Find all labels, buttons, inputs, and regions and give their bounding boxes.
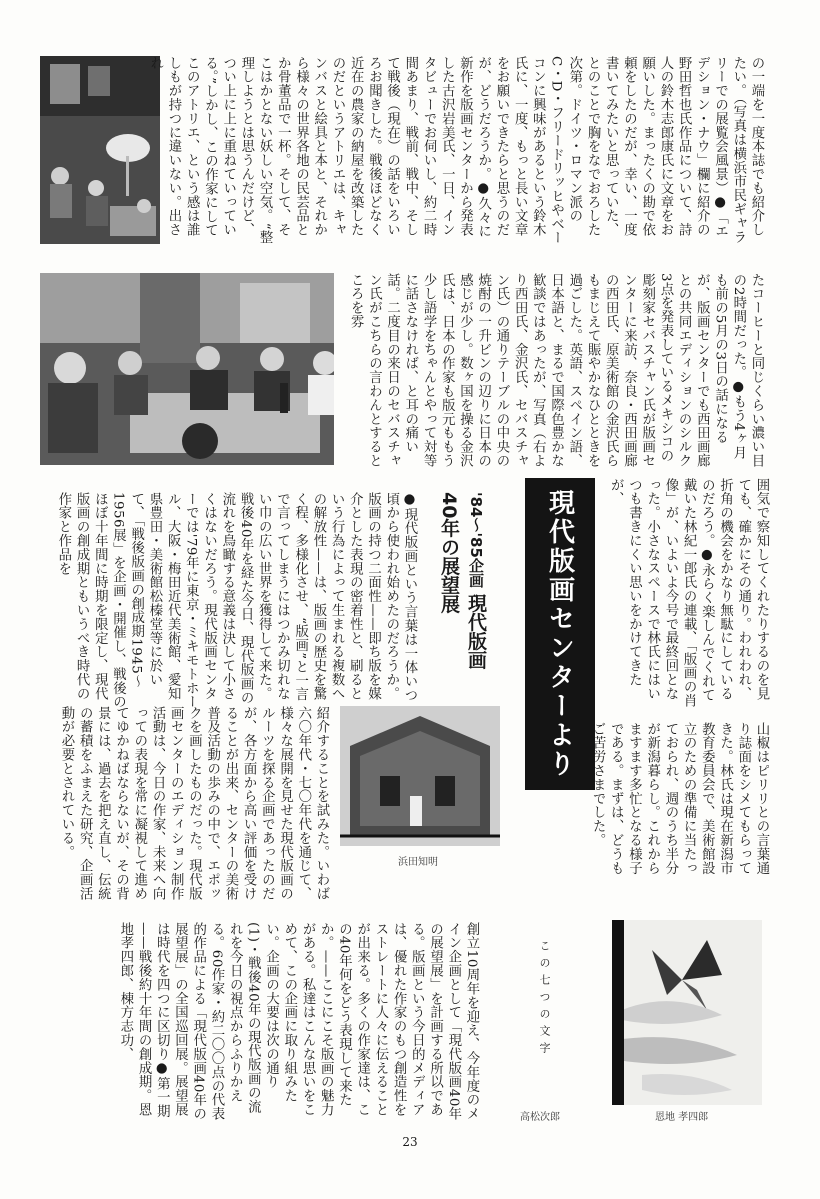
poster-takamatsu <box>488 920 608 1105</box>
section-heading: 現代版画センターより <box>544 489 575 779</box>
subheading-period: '84～'85企画 <box>467 492 485 588</box>
meeting-photo <box>40 273 334 465</box>
article-bottom: 創立10周年を迎え、今年度のメイン企画として「現代版画40年の展望展」を計画する所以である。版画という今日的メディアは、優れた作家のもつ創造性をストレートに人々に伝えることが出来る。多くの作家達は、この40年何をどう表現して来たか。——ここにこそ版画の魅力がある。私達はこんな思いをこめて、この企画に取り組みたい。企画の大要は次の通り(1)・戦後40年の現代版画の流れを今日の視点からふりかえる。60作家・約二〇〇点の代表的作品による「現代版画40年の展望展」の全国巡回展。展望展は時代を四つに区切り●第一期——戦後約十年間の創成期。恩地孝四郎、棟方志功、 <box>117 922 479 1121</box>
woodcut-print <box>340 706 500 846</box>
article-center-right: 山椒はピリリとの言葉通り誌面をシメてもらってきた。林氏は現在新潟市教育委員会で、美術館設立のための準備に当たっておられ、週のうち半分が新潟暮らし。これからますます多忙となる様子である。まずは、どうもご苦労さまでした。 <box>590 722 769 875</box>
article-center-lower: 紹介することを試みた。いわば六〇年代・七〇年代を通じて、様々な展開を見せた現代版画のルーツを探る企画であったのだが、各方面から高い評価を受けることが出来、センターの美術普及活動の歩みの中で、エポックを画したものだった。現代版画センターのエディション制作活動は、今日の作家、未来へ向っての表現を常に凝視して進めてゆかねばならないが、その背景には、過去を把え直し、伝統の蓄積をふまえた研究、企画活動が必要とされている。 <box>58 706 329 901</box>
poster-left-caption: 高松次郎 <box>520 1112 560 1123</box>
poster-onchi <box>612 920 762 1105</box>
article-center-top: 囲気で察知してくれたりするのを見ても、確かにその通り。われわれ、折角の機会をかなり無駄にしているのだろう。●永らく楽しんでくれて戴いた林紀一郎氏の連載、「版画の肖像」が、いよいよ今号で最終回となった。小さなスペースで林氏にはいつも書きにくい思いをかけてきたが、 <box>608 478 769 708</box>
page-number: 23 <box>402 1135 418 1149</box>
section-heading-banner <box>525 478 595 790</box>
article-middle-right: たコーヒーと同じくらい濃い目の2時間だった。●もう4ヶ月も前の5月の3日の話になるが、版画センターでも西田画廊との共同エディションのシルク3点を発表しているメキシコの彫刻家セバスチャン氏が版画センターに来訪、奈良・西田画廊の西田氏、原美術館の金沢氏らもまじえて賑やかなひとときを過ごした。英語、スペイン語、日本語と、まるで国際色豊かな歓談ではあったが、写真（右より西田氏、金沢氏、セバスチャン氏）の通りテーブルの中央の焼酎の一升ビンの辺りに日本の感じが少し。数ヶ国を操る金沢氏は、日本の作家も版元ももう少し語学をちゃんとやって対等に話さなければ、と耳の痛い話。二度目の来日のセバスチャン氏がこちらの言わんとするところを雰 <box>348 273 764 468</box>
poster-right-caption: 恩地 孝四郎 <box>655 1112 709 1123</box>
exhibition-subheading <box>420 492 490 672</box>
studio-photo <box>40 56 160 244</box>
subheading-title: 現代版画40年の展望展 <box>438 492 487 670</box>
article-left-middle: ●現代版画という言葉は一体いつ頃から使われ始めたのだろうか。版画の持つ二面性——即ち版を媒介とした表現の密着性と、刷るという行為によって生まれる複数への解放性——は、版画の歴史を驚く程、多様化させ、“版画”と一言で言ってしまうにはつかみ切れない巾の広い世界を獲得して来た。戦後40年を経た今日、現代版画の流れを鳥瞰する意義は決して小さくはないだろう。現代版画センターでは'79年に東京・ミキモトホール、大阪・梅田近代美術館、愛知県豊田・美術館松榛堂等に於いて、「戦後版画の創成期1945～1956展」を企画・開催し、戦後のほぼ十年間に時期を限定し、現代版画の創成期ともいうべき時代の作家と作品を <box>55 492 417 709</box>
poster-left-title: この七つの文字 <box>538 940 551 1059</box>
article-upper-right: の一端を一度本誌でも紹介したい。（写真は横浜市民ギャラリーでの展覧会風景）●「エデション・ナウ」欄に紹介の野田哲也氏作品について、詩人の鈴木志郎康氏に文章をお願いした。まったくの勘で依頼をしたのだが、幸い、一度書いてみたいと思っていた、とのことで胸をなでおろした次第。ドイツ・ロマン派のC・D・フリードリッヒやベーコンに興味があるという鈴木氏に、一度、もっと長い文章をお願いできたらと思うのだが、どうだろうか。●久々に新作を版画センターから発表した古沢岩美氏、一日、インタビューでお伺いし、約二時間あまり、戦前、戦中、そして戦後（現在）の話をいろいろお聞きした。戦後ほどなく近在の農家の納屋を改築したのだというアトリエは、キャンバスと絵具と本と、それから様々の世界各地の民芸品とか骨董品で一杯。そして、そこはかとない妖しい空気。“整理しようとは思うんだけど、つい上に上に重ねていっている。”しかし、この作家にしてこのアトリエ、という感は誰しもが持つに違いない。出され <box>147 56 764 245</box>
woodcut-caption: 浜田知明 <box>398 857 438 868</box>
